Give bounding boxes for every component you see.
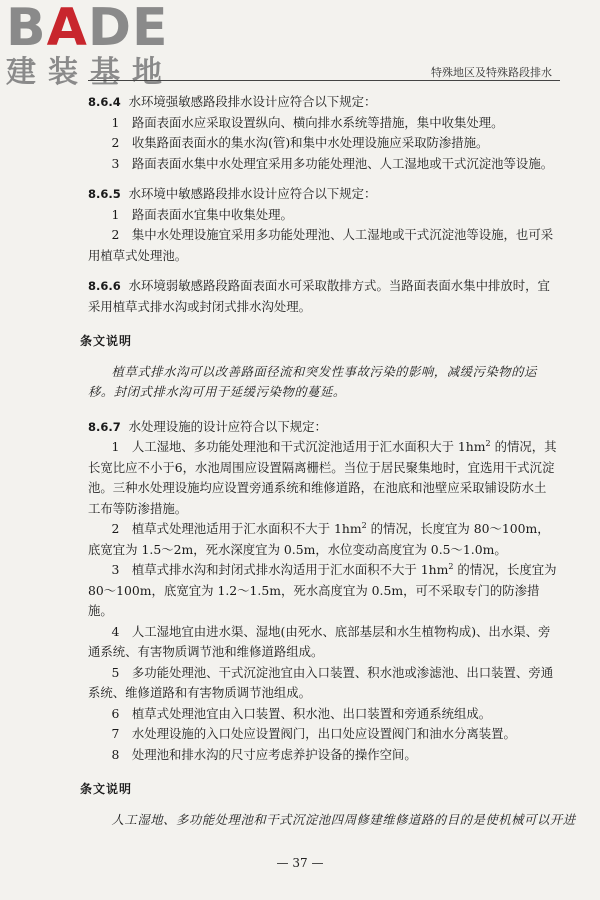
- note-text: 人工湿地、多功能处理池和干式沉淀池四周修建维修道路的目的是使机械可以开进: [111, 811, 576, 827]
- clause-8-6-7-item: 1 人工湿地、多功能处理池和干式沉淀池适用于汇水面积大于 $1hm^2$ 的情况，其长宽比应不小于6，水池周围应设置隔离栅栏。当位于居民聚集地时，宜选用干式沉淀池。三种水处理设施均应设置旁通系统和维修道路，在池底和池壁应采取铺设防水土工布等防渗措施。: [88, 438, 557, 516]
- page-body: [80, 92, 576, 830]
- bade-logo: [6, 2, 181, 90]
- clause-8-6-7-item: 8 处理池和排水沟的尺寸应考虑养护设备的操作空间。: [111, 746, 417, 762]
- clause-8-6-7-heading: 8.6.7 水处理设施的设计应符合以下规定：: [88, 418, 327, 434]
- clause-8-6-6: 8.6.6 水环境弱敏感路段路面表面水可采取散排方式。当路面表面水集中排放时，宜采用植草式排水沟或封闭式排水沟处理。: [88, 278, 550, 314]
- note-heading: 条文说明: [80, 782, 133, 796]
- clause-8-6-7-item: 3 植草式排水沟和封闭式排水沟适用于汇水面积不大于 $1hm^2$ 的情况，长度宜为 80～100m，底宽宜为 1.2～1.5m，死水高度宜为 0.5m，可不采取专门的防渗措施。: [88, 561, 557, 618]
- logo-chinese: 建装基地: [6, 55, 174, 90]
- clause-8-6-7-item: 6 植草式处理池宜由入口装置、积水池、出口装置和旁通系统组成。: [111, 705, 492, 721]
- clause-8-6-7-item: 2 植草式处理池适用于汇水面积不大于 $1hm^2$ 的情况，长度宜为 80～100m，底宽宜为 1.5～2m，死水深度宜为 0.5m，水位变动高度宜为 0.5～1.0m。: [88, 520, 550, 557]
- clause-8-6-4-item: 2 收集路面表面水的集水沟(管)和集中水处理设施应采取防渗措施。: [111, 135, 489, 150]
- note-heading: 条文说明: [80, 334, 133, 348]
- clause-8-6-4-item: 3 路面表面水集中水处理宜采用多功能处理池、人工湿地或干式沉淀池等设施。: [111, 155, 554, 171]
- page-number: — 37 —: [276, 856, 324, 870]
- clause-8-6-5-item: 1 路面表面水宜集中收集处理。: [111, 206, 293, 222]
- clause-8-6-7-item: 5 多功能处理池、干式沉淀池宜由入口装置、积水池或渗滤池、出口装置、旁通系统、维修道路和有害物质调节池组成。: [88, 664, 554, 700]
- running-header: 特殊地区及特殊路段排水: [431, 66, 552, 79]
- note-text: 植草式排水沟可以改善路面径流和突发性事故污染的影响，减缓污染物的运移。封闭式排水沟可用于延缓污染物的蔓延。: [88, 363, 537, 399]
- clause-8-6-4-item: 1 路面表面水应采取设置纵向、横向排水系统等措施，集中收集处理。: [111, 114, 504, 130]
- clause-8-6-5-item: 2 集中水处理设施宜采用多功能处理池、人工湿地或干式沉淀池等设施，也可采用植草式处理池。: [88, 227, 554, 263]
- clause-8-6-7-item: 7 水处理设施的入口处应设置阀门，出口处应设置阀门和油水分离装置。: [111, 726, 516, 741]
- clause-8-6-5-heading: 8.6.5 水环境中敏感路段排水设计应符合以下规定：: [88, 186, 377, 201]
- clause-8-6-4-heading: 8.6.4 水环境强敏感路段排水设计应符合以下规定：: [88, 94, 377, 109]
- logo-latin: BADE: [6, 0, 169, 58]
- header-rule: [88, 80, 560, 81]
- clause-8-6-7-item: 4 人工湿地宜由进水渠、湿地(由死水、底部基层和水生植物构成)、出水渠、旁通系统、有害物质调节池和维修道路组成。: [88, 623, 551, 659]
